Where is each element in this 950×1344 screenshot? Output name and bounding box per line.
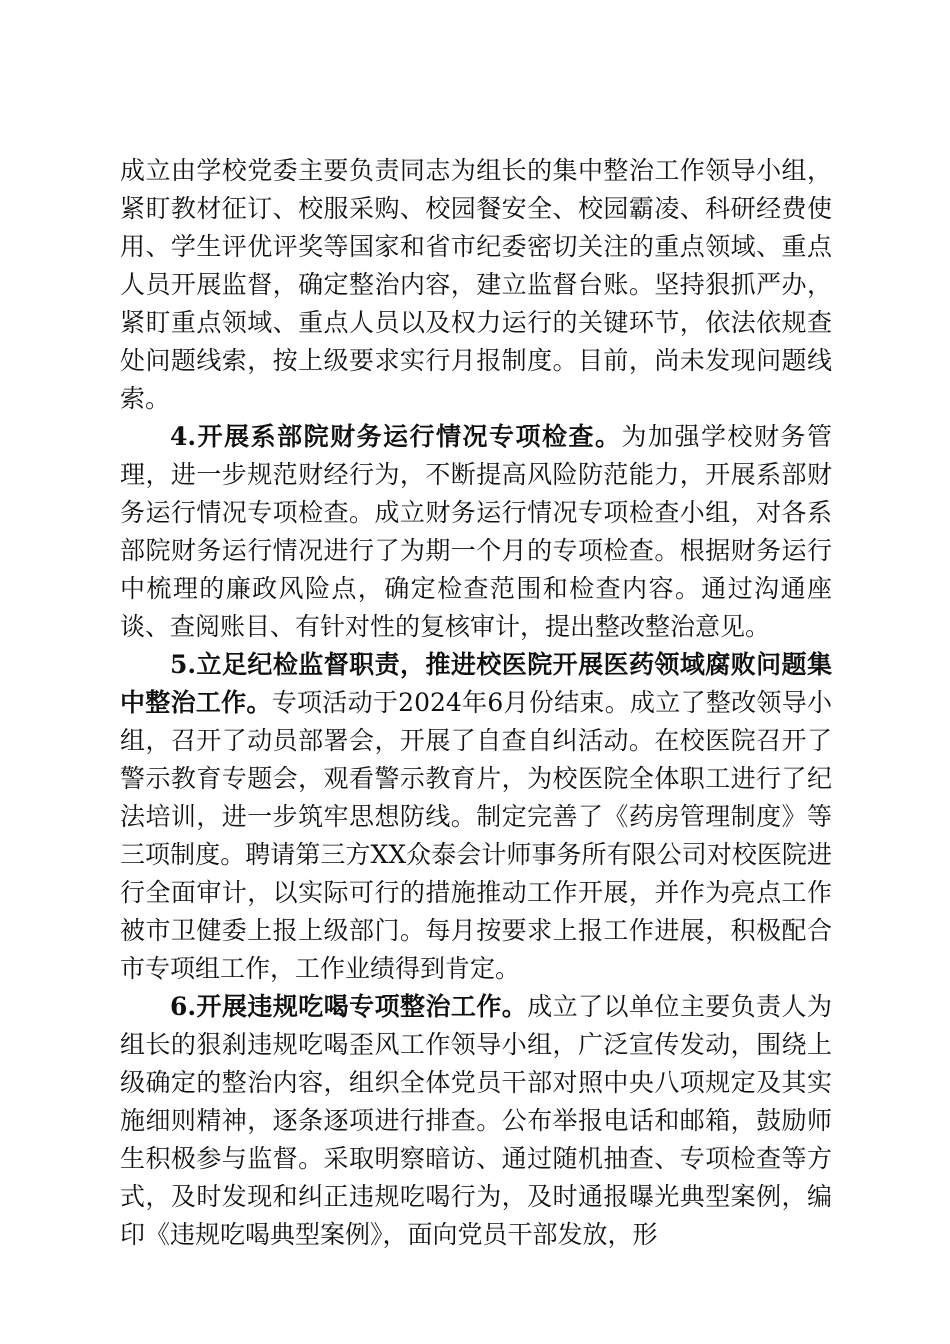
paragraph-item-5 bbox=[120, 646, 832, 988]
paragraph-text: 成立由学校党委主要负责同志为组长的集中整治工作领导小组，紧盯教材征订、校服采购、校园餐安全、校园霸凌、科研经费使用、学生评优评奖等国家和省市纪委密切关注的重点领域、重点人员开展监督，确定整治内容，建立监督台账。坚持狠抓严办，紧盯重点领域、重点人员以及权力运行的关键环节，依法依规查处问题线索，按上级要求实行月报制度。目前，尚未发现问题线索。 bbox=[120, 156, 832, 413]
paragraph-continuation bbox=[120, 152, 832, 418]
paragraph-heading: 4.开展系部院财务运行情况专项检查。 bbox=[170, 422, 622, 451]
document-body bbox=[120, 152, 832, 1254]
paragraph-text: 成立了以单位主要负责人为组长的狠刹违规吃喝歪风工作领导小组，广泛宣传发动，围绕上级确定的整治内容，组织全体党员干部对照中央八项规定及其实施细则精神，逐条逐项进行排查。公布举报电话和邮箱，鼓励师生积极参与监督。采取明察暗访、通过随机抽查、专项检查等方式，及时发现和纠正违规吃喝行为，及时通报曝光典型案例，编印《违规吃喝典型案例》，面向党员干部发放，形 bbox=[120, 992, 832, 1249]
paragraph-item-6 bbox=[120, 988, 832, 1254]
paragraph-item-4 bbox=[120, 418, 832, 646]
paragraph-heading: 5.立足纪检监督职责，推进校医院开展医药领域腐败问题集中整治工作。 bbox=[120, 650, 832, 717]
paragraph-heading: 6.开展违规吃喝专项整治工作。 bbox=[170, 992, 528, 1021]
paragraph-text: 为加强学校财务管理，进一步规范财经行为，不断提高风险防范能力，开展系部财务运行情况专项检查。成立财务运行情况专项检查小组，对各系部院财务运行情况进行了为期一个月的专项检查。根据财务运行中梳理的廉政风险点，确定检查范围和检查内容。通过沟通座谈、查阅账目、有针对性的复核审计，提出整改整治意见。 bbox=[120, 422, 832, 641]
paragraph-text: 专项活动于2024年6月份结束。成立了整改领导小组，召开了动员部署会，开展了自查自纠活动。在校医院召开了警示教育专题会，观看警示教育片，为校医院全体职工进行了纪法培训，进一步筑牢思想防线。制定完善了《药房管理制度》等三项制度。聘请第三方XX众泰会计师事务所有限公司对校医院进行全面审计，以实际可行的措施推动工作开展，并作为亮点工作被市卫健委上报上级部门。每月按要求上报工作进展，积极配合市专项组工作，工作业绩得到肯定。 bbox=[120, 688, 832, 983]
